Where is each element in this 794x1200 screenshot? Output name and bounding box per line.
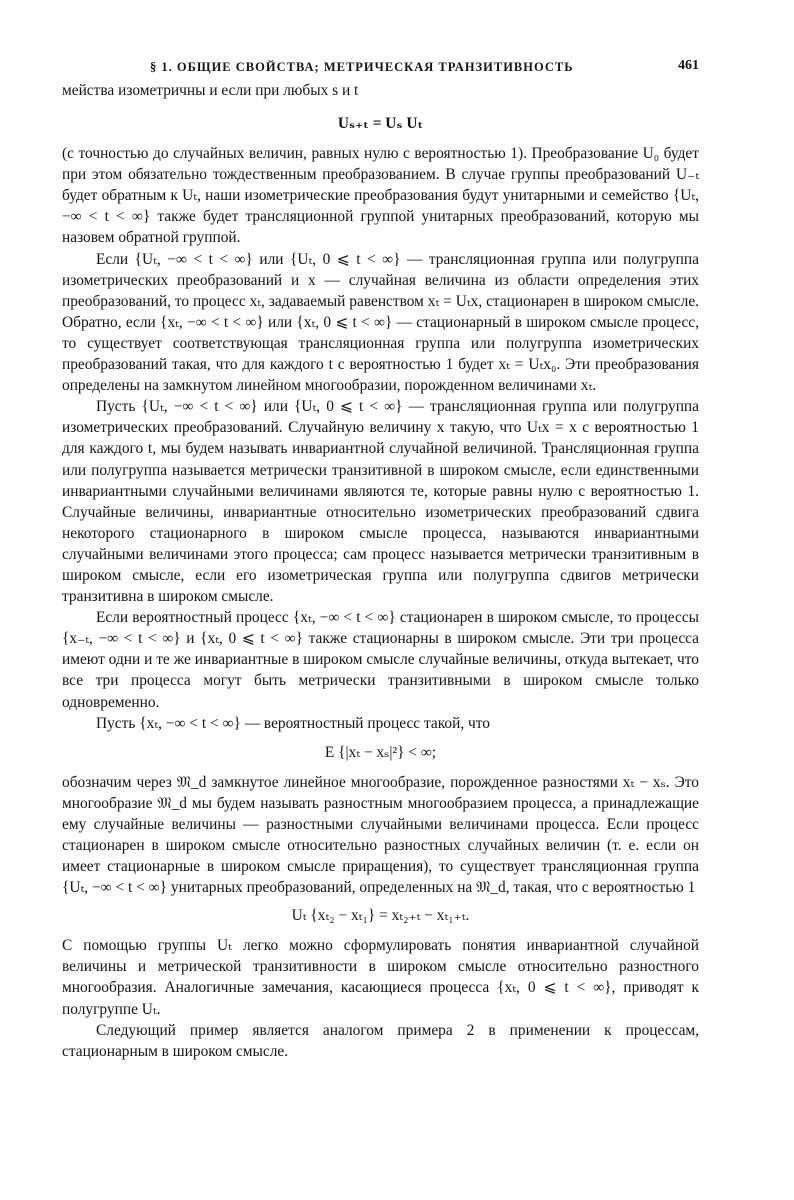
paragraph-group-usage: С помощью группы Uₜ легко можно сформулировать понятия инвариантной случайной величины и метрической транзитивности в широком смысле относительно разностного многообразия. Аналогичные замечания, касающиеся процесса {xₜ, 0 ⩽ t < ∞}, приводят к полугруппе Uₜ.	[62, 937, 699, 1018]
paragraph-three-processes: Если вероятностный процесс {xₜ, −∞ < t < ∞} стационарен в широком смысле, то процессы {x₋ₜ, −∞ < t < ∞} и {xₜ, 0 ⩽ t < ∞} также стационарны в широком смысле. Эти три процесса имеют одни и те же инвариантные в широком смысле случайные величины, откуда вытекает, что все три процесса могут быть метрически транзитивными в широком смысле только одновременно.	[62, 609, 699, 711]
paragraph-stationary-process: Если {Uₜ, −∞ < t < ∞} или {Uₜ, 0 ⩽ t < ∞} — трансляционная группа или полугруппа изометрических преобразований и x — случайная величина из области определения этих преобразований, то процесс xₜ, задаваемый равенством xₜ = Uₜx, стационарен в широком смысле. Обратно, если {xₜ, −∞ < t < ∞} или {xₜ, 0 ⩽ t < ∞} — стационарный в широком смысле процесс, то существует соответствующая трансляционная группа или полугруппа изометрических преобразований такая, что для каждого t с вероятностью 1 будет xₜ = Uₜx₀. Эти преобразования определены на замкнутом линейном многообразии, порожденном величинами xₜ.	[62, 250, 699, 395]
paragraph-difference-manifold: обозначим через 𝔐_d замкнутое линейное многообразие, порожденное разностями xₜ − xₛ. Это многообразие 𝔐_d мы будем называть разностным многообразием процесса, а принадлежащие ему случайные величины — разностными случайными величинами процесса. Если процесс стационарен в широком смысле относительно разностных случайных величин (т. е. если он имеет стационарные в широком смысле приращения), то существует трансляционная группа {Uₜ, −∞ < t < ∞} унитарных преобразований, определенных на 𝔐_d, такая, что с вероятностью 1	[62, 773, 699, 897]
paragraph-next-example: Следующий пример является аналогом примера 2 в применении к процессам, стационарным в широком смысле.	[62, 1021, 699, 1060]
page-number: 461	[678, 58, 699, 73]
formula-second-moment: E {|xₜ − xₛ|²} < ∞;	[324, 743, 437, 761]
formula-shift-differences: Uₜ {xₜ₂ − xₜ₁} = xₜ₂₊ₜ − xₜ₁₊ₜ.	[291, 907, 470, 925]
running-head: § 1. ОБЩИЕ СВОЙСТВА; МЕТРИЧЕСКАЯ ТРАНЗИТИВНОСТЬ	[150, 60, 574, 74]
paragraph-process-condition: Пусть {xₜ, −∞ < t < ∞} — вероятностный процесс такой, что	[96, 714, 490, 732]
paragraph-invariant-variables: Пусть {Uₜ, −∞ < t < ∞} или {Uₜ, 0 ⩽ t < ∞} — трансляционная группа или полугруппа изометрических преобразований. Случайную величину x такую, что Uₜx = x с вероятностью 1 для каждого t, мы будем называть инвариантной случайной величиной. Трансляционная группа или полугруппа называется метрически транзитивной в широком смысле, если единственными инвариантными случайными величинами являются те, которые равны нулю с вероятностью 1. Случайные величины, инвариантные относительно изометрических преобразований сдвига некоторого стационарного в широком смысле процесса, называются инвариантными случайными величинами этого процесса; сам процесс называется метрически транзитивным в широком смысле, если его изометрическая группа или полугруппа сдвигов метрически транзитивна в широком смысле.	[62, 398, 699, 606]
page-header	[62, 54, 699, 80]
paragraph-inverse-group: (с точностью до случайных величин, равных нулю с вероятностью 1). Преобразование U₀ будет при этом обязательно тождественным преобразованием. В случае группы преобразований U₋ₜ будет обратным к Uₜ, наши изометрические преобразования будут унитарными и семейство {Uₜ, −∞ < t < ∞} также будет трансляционной группой унитарных преобразований, которую мы назовем обратной группой.	[62, 145, 699, 247]
formula-semigroup-property: Uₛ₊ₜ = Uₛ Uₜ	[337, 115, 424, 133]
paragraph-continuation: мейства изометричны и если при любых s и t	[62, 82, 359, 99]
